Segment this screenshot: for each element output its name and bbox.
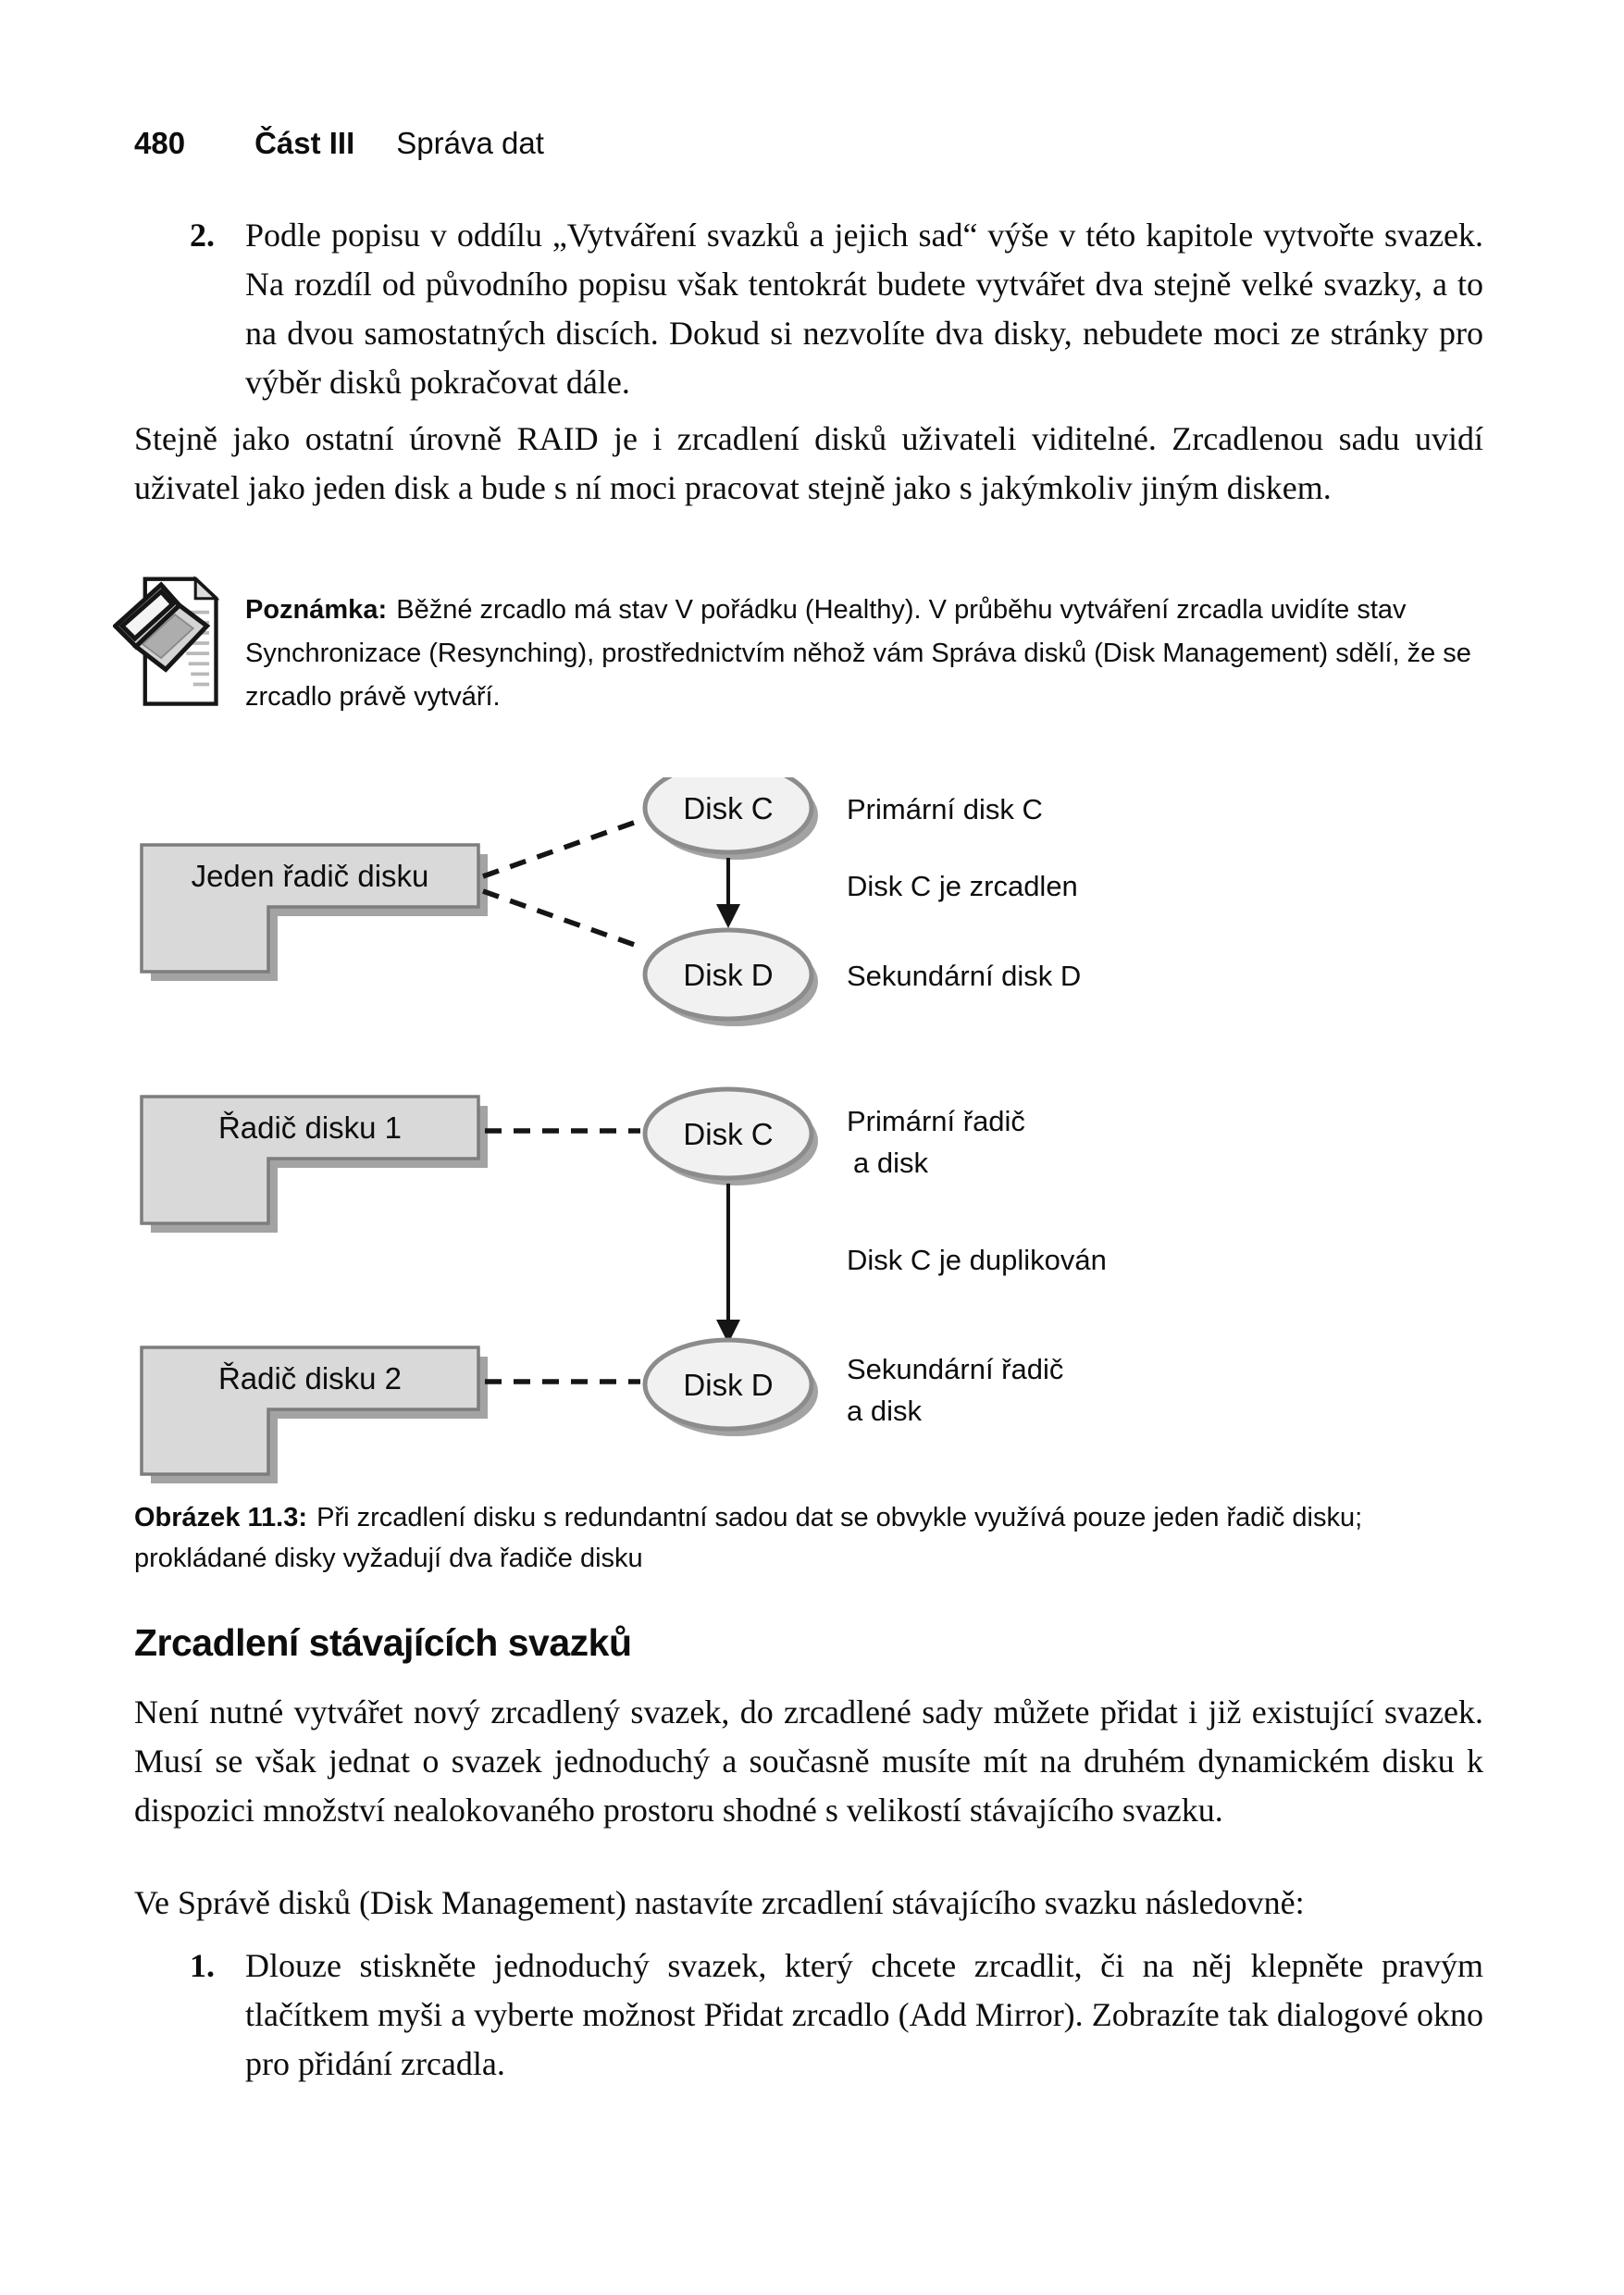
dashed-connector-to-disk-d [483, 891, 645, 949]
list-item-number: 2. [190, 217, 215, 254]
list-item-step-2 [190, 211, 1483, 407]
label-disk-c-duplexed: Disk C je duplikován [847, 1244, 1107, 1276]
section-paragraph-disk-management: Ve Správě disků (Disk Management) nastavíte zrcadlení stávajícího svazku následovně: [134, 1884, 1305, 1921]
label-disk-c-mirrored: Disk C je zrcadlen [847, 870, 1078, 902]
section-heading: Zrcadlení stávajících svazků [134, 1621, 632, 1664]
disk-d2-label: Disk D [683, 1368, 774, 1402]
label-primary-disk-c: Primární disk C [847, 793, 1043, 825]
mirror-arrowhead [716, 904, 740, 928]
note-label: Poznámka: [245, 595, 388, 625]
part-title: Správa dat [396, 126, 544, 160]
label-primary-controller-line2: a disk [853, 1147, 928, 1179]
label-primary-controller-line1: Primární řadič [847, 1105, 1025, 1137]
controller-1-label: Řadič disku 1 [217, 1110, 403, 1145]
note-text: Běžné zrcadlo má stav V pořádku (Healthy). V průběhu vytváření zrcadla uvidíte stav Synchronizace (Resynching), prostřednictvím něhož vám Správa disků (Disk Management) sdělí, že se zrcadlo právě vytváří. [245, 595, 1471, 712]
figure-caption-text: Při zrcadlení disku s redundantní sadou dat se obvykle využívá pouze jeden řadič disku; prokládané disky vyžadují dva řadiče disku [134, 1503, 1363, 1573]
running-head [134, 126, 544, 161]
list-item-number: 1. [190, 1947, 215, 1984]
figure-caption-label: Obrázek 11.3: [134, 1503, 307, 1532]
disk-c-label: Disk C [683, 791, 774, 825]
figure-caption [134, 1497, 1478, 1579]
page-number: 480 [134, 126, 186, 160]
list-item-step-1 [190, 1941, 1483, 2089]
dashed-connector-to-disk-c [483, 818, 647, 876]
disk-c2-label: Disk C [683, 1117, 774, 1151]
section-paragraph-existing-volumes: Není nutné vytvářet nový zrcadlený svazek, do zrcadlené sady můžete přidat i již existující svazek. Musí se však jednat o svazek jednoduchý a současně musíte mít na druhém dynamickém disku k dispozici množství nealokovaného prostoru shodné s velikostí stávajícího svazku. [134, 1693, 1483, 1829]
paragraph-mirroring-visible: Stejně jako ostatní úrovně RAID je i zrcadlení disků uživateli viditelné. Zrcadlenou sadu uvidí uživatel jako jeden disk a bude s ní moci pracovat stejně jako s jakýmkoliv jiným diskem. [134, 420, 1483, 506]
controller-box-single-label: Jeden řadič disku [191, 859, 429, 893]
note [245, 589, 1478, 719]
laptop-document-icon [113, 576, 228, 711]
document-fold-corner [195, 579, 216, 599]
label-secondary-disk-d: Sekundární disk D [847, 960, 1082, 992]
figure-11-3-diagram [0, 777, 1249, 1518]
part-label: Část III [254, 126, 355, 160]
list-item-text: Podle popisu v oddílu „Vytváření svazků a jejich sad“ výše v této kapitole vytvořte svazek. Na rozdíl od původního popisu však tentokrát budete vytvářet dva stejně velké svazky, a to na dvou samostatných discích. Dokud si nezvolíte dva disky, nebudete moci ze stránky pro výběr disků pokračovat dále. [245, 217, 1483, 401]
list-item-text: Dlouze stiskněte jednoduchý svazek, který chcete zrcadlit, či na něj klepněte pravým tlačítkem myši a vyberte možnost Přidat zrcadlo (Add Mirror). Zobrazíte tak dialogové okno pro přidání zrcadla. [245, 1947, 1483, 2082]
label-secondary-controller-line1: Sekundární řadič [847, 1353, 1064, 1385]
controller-2-label: Řadič disku 2 [217, 1361, 403, 1396]
disk-d-label: Disk D [683, 958, 774, 992]
label-secondary-controller-line2: a disk [847, 1395, 922, 1427]
